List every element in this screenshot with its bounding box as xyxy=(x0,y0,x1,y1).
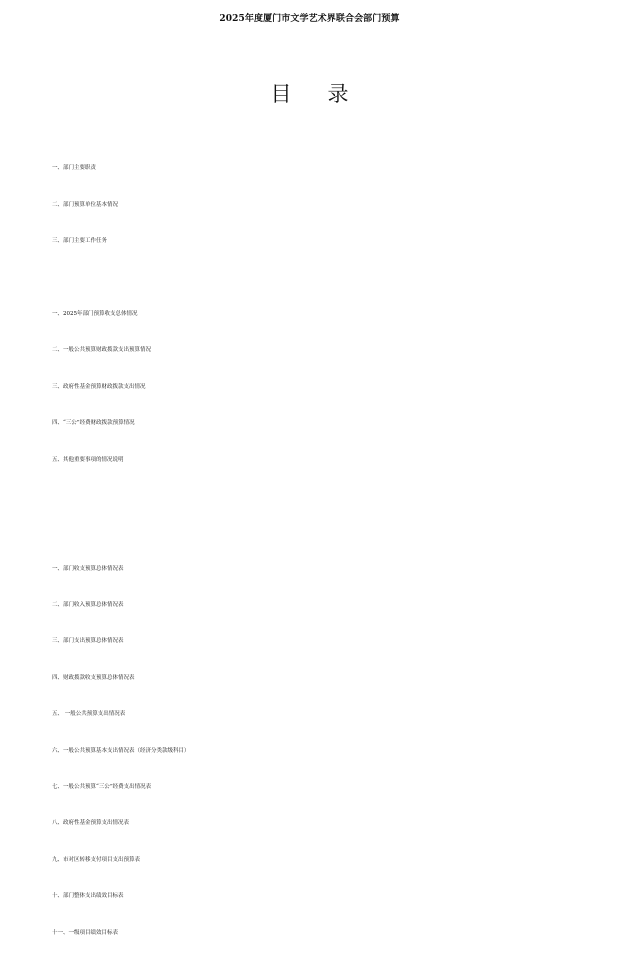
toc-item[interactable]: 五、 一般公共预算支出情况表 xyxy=(52,711,126,718)
toc-heading: 目录 xyxy=(270,82,385,106)
toc-item[interactable]: 八、政府性基金预算支出情况表 xyxy=(52,820,130,827)
toc-item[interactable]: 二、一般公共预算财政拨款支出预算情况 xyxy=(52,347,152,354)
toc-item[interactable]: 六、一般公共预算基本支出情况表（经济分类款级科目） xyxy=(52,747,190,754)
toc-item[interactable]: 十一、一级项目绩效目标表 xyxy=(52,929,119,936)
toc-item[interactable]: 九、市对区转移支付项目支出预算表 xyxy=(52,856,141,863)
toc-item[interactable]: 四、财政拨款收支预算总体情况表 xyxy=(52,674,135,681)
toc-item[interactable]: 三、部门支出预算总体情况表 xyxy=(52,638,124,645)
toc-item[interactable]: 七、一般公共预算“三公”经费支出情况表 xyxy=(52,784,152,791)
toc-item[interactable]: 一、部门主要职责 xyxy=(52,165,97,172)
document-title: 2025年度厦门市文学艺术界联合会部门预算 xyxy=(219,14,400,24)
toc-item[interactable]: 五、其他重要事项的情况说明 xyxy=(52,456,124,463)
toc-part-3-heading[interactable] xyxy=(0,478,619,514)
toc-item[interactable]: 四、“三公”经费财政拨款预算情况 xyxy=(52,420,135,427)
toc-item[interactable]: 三、政府性基金预算财政拨款支出情况 xyxy=(52,383,146,390)
toc-part-4-heading[interactable] xyxy=(0,514,619,550)
toc-item[interactable]: 二、部门收入预算总体情况表 xyxy=(52,602,124,609)
table-of-contents xyxy=(0,114,619,951)
toc-item[interactable]: 一、2025年部门预算收支总体情况 xyxy=(52,310,138,317)
toc-item[interactable]: 三、部门主要工作任务 xyxy=(52,238,108,245)
toc-item[interactable]: 二、部门预算单位基本情况 xyxy=(52,201,119,208)
toc-part-2-heading[interactable] xyxy=(0,260,619,296)
toc-item[interactable]: 一、部门收支预算总体情况表 xyxy=(52,565,124,572)
toc-part-1-heading[interactable] xyxy=(0,114,619,150)
toc-item[interactable]: 十、部门整体支出绩效目标表 xyxy=(52,893,124,900)
